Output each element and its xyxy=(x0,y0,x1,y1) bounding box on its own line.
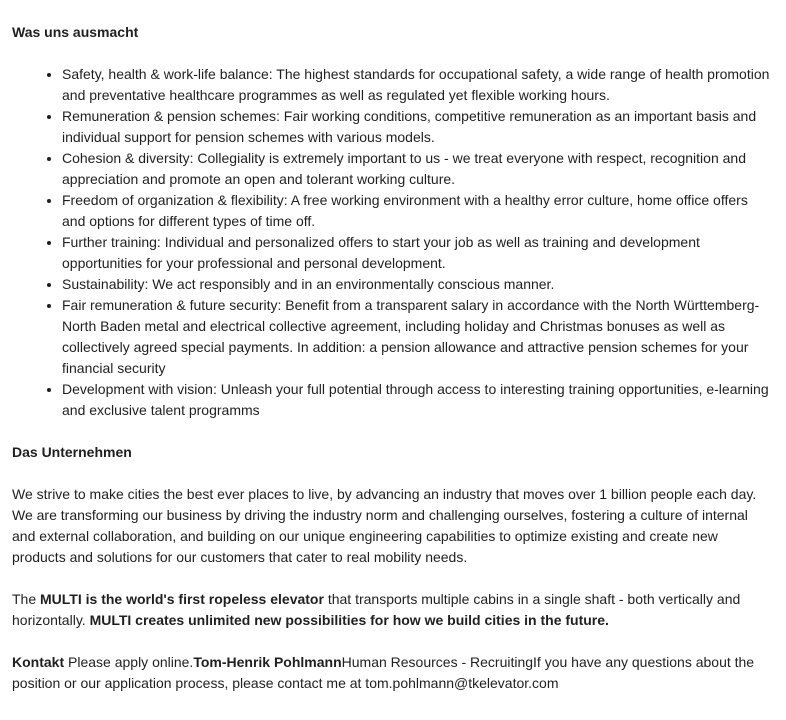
list-item: • Fair remuneration & future security: Benefit from a transparent salary in accordance with the North Württemberg-North Baden metal and electrical collective agreement, including holiday and Christmas bonuses as well as collectively agreed special payments. In addition: a pension allowance and attractive pension schemes for your financial security xyxy=(62,295,774,379)
contact-text-apply: Please apply online. xyxy=(64,654,194,670)
contact-text-details: Human Resources - RecruitingIf you have any questions about the position or our application process, please contact me at tom.pohlmann@tkelevator.com xyxy=(12,654,755,691)
list-item: • Cohesion & diversity: Collegiality is extremely important to us - we treat everyone with respect, recognition and appreciation and promote an open and tolerant working culture. xyxy=(62,148,774,190)
contact-name: Tom-Henrik Pohlmann xyxy=(193,654,342,670)
list-item: • Development with vision: Unleash your full potential through access to interesting training opportunities, e-learning and exclusive talent programms xyxy=(62,379,774,421)
contact-label: Kontakt xyxy=(12,654,65,670)
list-item: • Safety, health & work-life balance: The highest standards for occupational safety, a wide range of health promotion and preventative healthcare programmes as well as regulated yet flexible working hours. xyxy=(62,64,774,106)
multi-highlight-1: MULTI is the world's first ropeless elevator xyxy=(40,591,324,607)
multi-text-part2: that transports multiple cabins in a single shaft - both vertically and horizontally. xyxy=(12,591,741,628)
company-paragraph: We strive to make cities the best ever places to live, by advancing an industry that moves over 1 billion people each day. We are transforming our business by driving the industry norm and challenging ourselves, fostering a culture of internal and external collaboration, and building on our unique engineering capabilities to optimize existing and create new products and solutions for our customers that cater to real mobility needs. xyxy=(12,486,757,565)
list-item: • Sustainability: We act responsibly and in an environmentally conscious manner. xyxy=(62,274,774,295)
section-heading-das-unternehmen: Das Unternehmen xyxy=(12,444,132,460)
list-item: • Further training: Individual and personalized offers to start your job as well as training and development opportunities for your professional and personal development. xyxy=(62,232,774,274)
multi-highlight-2: MULTI creates unlimited new possibilities for how we build cities in the future. xyxy=(89,612,609,628)
contact-paragraph xyxy=(12,652,774,694)
list-item: • Freedom of organization & flexibility: A free working environment with a healthy error culture, home office offers and options for different types of time off. xyxy=(62,190,774,232)
benefits-list xyxy=(12,64,774,421)
multi-paragraph xyxy=(12,589,774,631)
multi-text-part1: The xyxy=(12,591,41,607)
section-heading-was-uns-ausmacht: Was uns ausmacht xyxy=(12,24,139,40)
list-item: • Remuneration & pension schemes: Fair working conditions, competitive remuneration as an important basis and individual support for pension schemes with various models. xyxy=(62,106,774,148)
